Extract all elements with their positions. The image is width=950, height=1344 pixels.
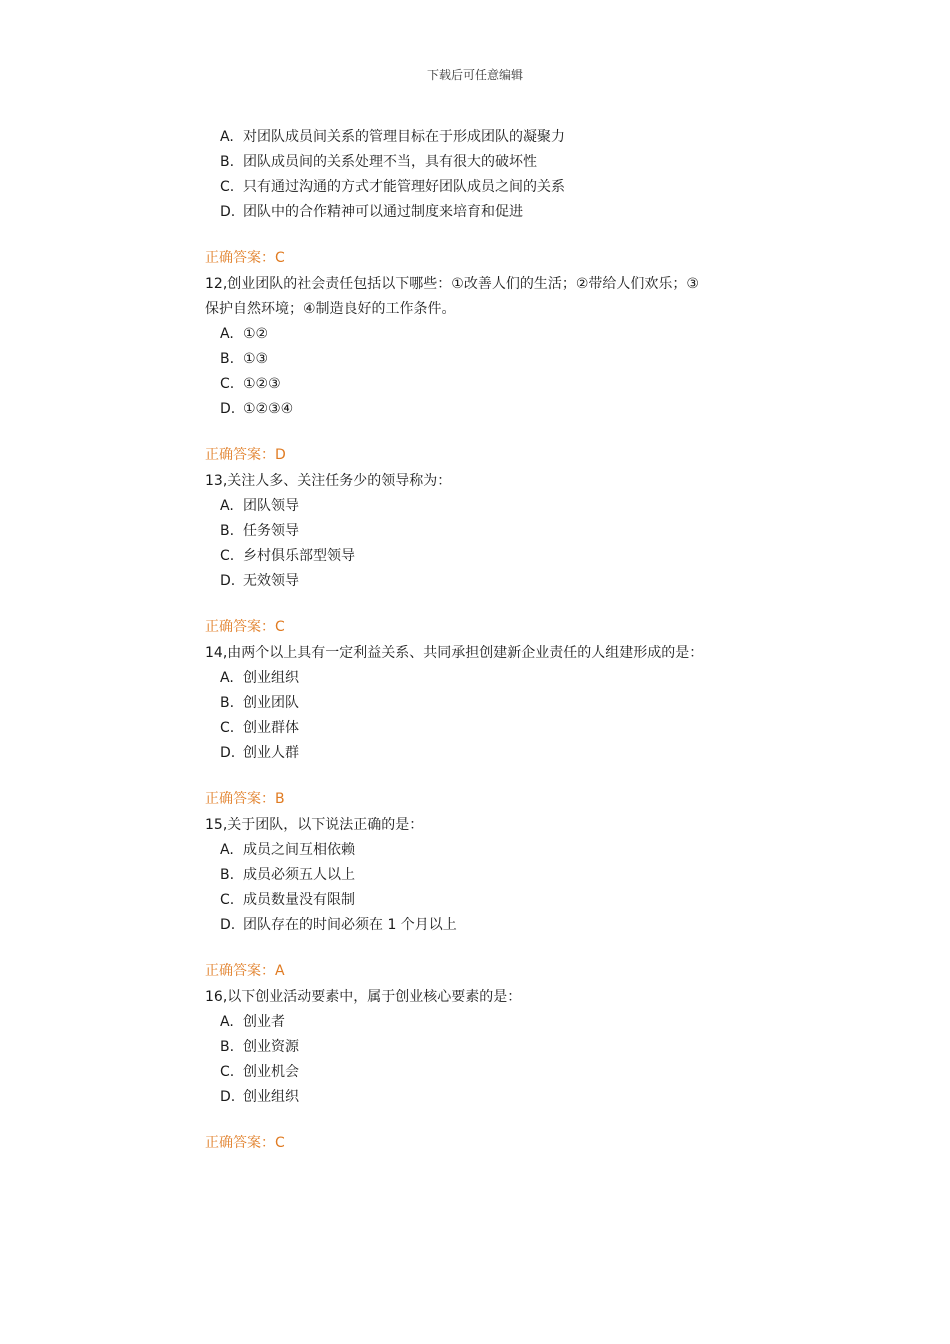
- option-c: C. 创业群体: [220, 720, 299, 736]
- question-text: 15,关于团队，以下说法正确的是：: [205, 817, 424, 833]
- option-d: D. 创业组织: [220, 1089, 299, 1105]
- question-block: [205, 641, 705, 810]
- option-b: B. 任务领导: [220, 523, 299, 539]
- option-c: C. 只有通过沟通的方式才能管理好团队成员之间的关系: [220, 179, 565, 195]
- option-b: B. ①③: [220, 351, 269, 367]
- question-text: 16,以下创业活动要素中，属于创业核心要素的是：: [205, 989, 522, 1005]
- correct-answer: 正确答案：D: [205, 447, 286, 463]
- question-list: [205, 125, 705, 1154]
- page-header: 下载后可任意编辑: [426, 68, 523, 82]
- question-block: [205, 272, 705, 466]
- correct-answer: 正确答案：A: [205, 963, 285, 979]
- option-d: D. 创业人群: [220, 745, 299, 761]
- option-a: A. 团队领导: [220, 498, 299, 514]
- question-text: 13,关注人多、关注任务少的领导称为：: [205, 473, 452, 489]
- question-text: 14,由两个以上具有一定利益关系、共同承担创建新企业责任的人组建形成的是：: [205, 645, 704, 661]
- question-text: 12,创业团队的社会责任包括以下哪些：①改善人们的生活；②带给人们欢乐；③保护自然环境；④制造良好的工作条件。: [205, 276, 699, 317]
- question-block: [205, 125, 705, 269]
- option-c: C. ①②③: [220, 376, 281, 392]
- correct-answer: 正确答案：C: [205, 619, 285, 635]
- option-d: D. 团队存在的时间必须在 1 个月以上: [220, 917, 457, 933]
- option-a: A. 对团队成员间关系的管理目标在于形成团队的凝聚力: [220, 129, 565, 145]
- option-a: A. 创业者: [220, 1014, 285, 1030]
- correct-answer: 正确答案：C: [205, 250, 285, 266]
- question-block: [205, 985, 705, 1154]
- question-block: [205, 469, 705, 638]
- option-b: B. 创业资源: [220, 1039, 299, 1055]
- option-b: B. 团队成员间的关系处理不当，具有很大的破坏性: [220, 154, 537, 170]
- option-d: D. 团队中的合作精神可以通过制度来培育和促进: [220, 204, 523, 220]
- option-a: A. 成员之间互相依赖: [220, 842, 355, 858]
- correct-answer: 正确答案：B: [205, 791, 285, 807]
- option-a: A. ①②: [220, 326, 269, 342]
- option-c: C. 乡村俱乐部型领导: [220, 548, 355, 564]
- option-c: C. 成员数量没有限制: [220, 892, 355, 908]
- option-d: D. 无效领导: [220, 573, 299, 589]
- correct-answer: 正确答案：C: [205, 1135, 285, 1151]
- option-b: B. 创业团队: [220, 695, 299, 711]
- option-a: A. 创业组织: [220, 670, 299, 686]
- option-b: B. 成员必须五人以上: [220, 867, 355, 883]
- option-d: D. ①②③④: [220, 401, 294, 417]
- option-c: C. 创业机会: [220, 1064, 299, 1080]
- question-block: [205, 813, 705, 982]
